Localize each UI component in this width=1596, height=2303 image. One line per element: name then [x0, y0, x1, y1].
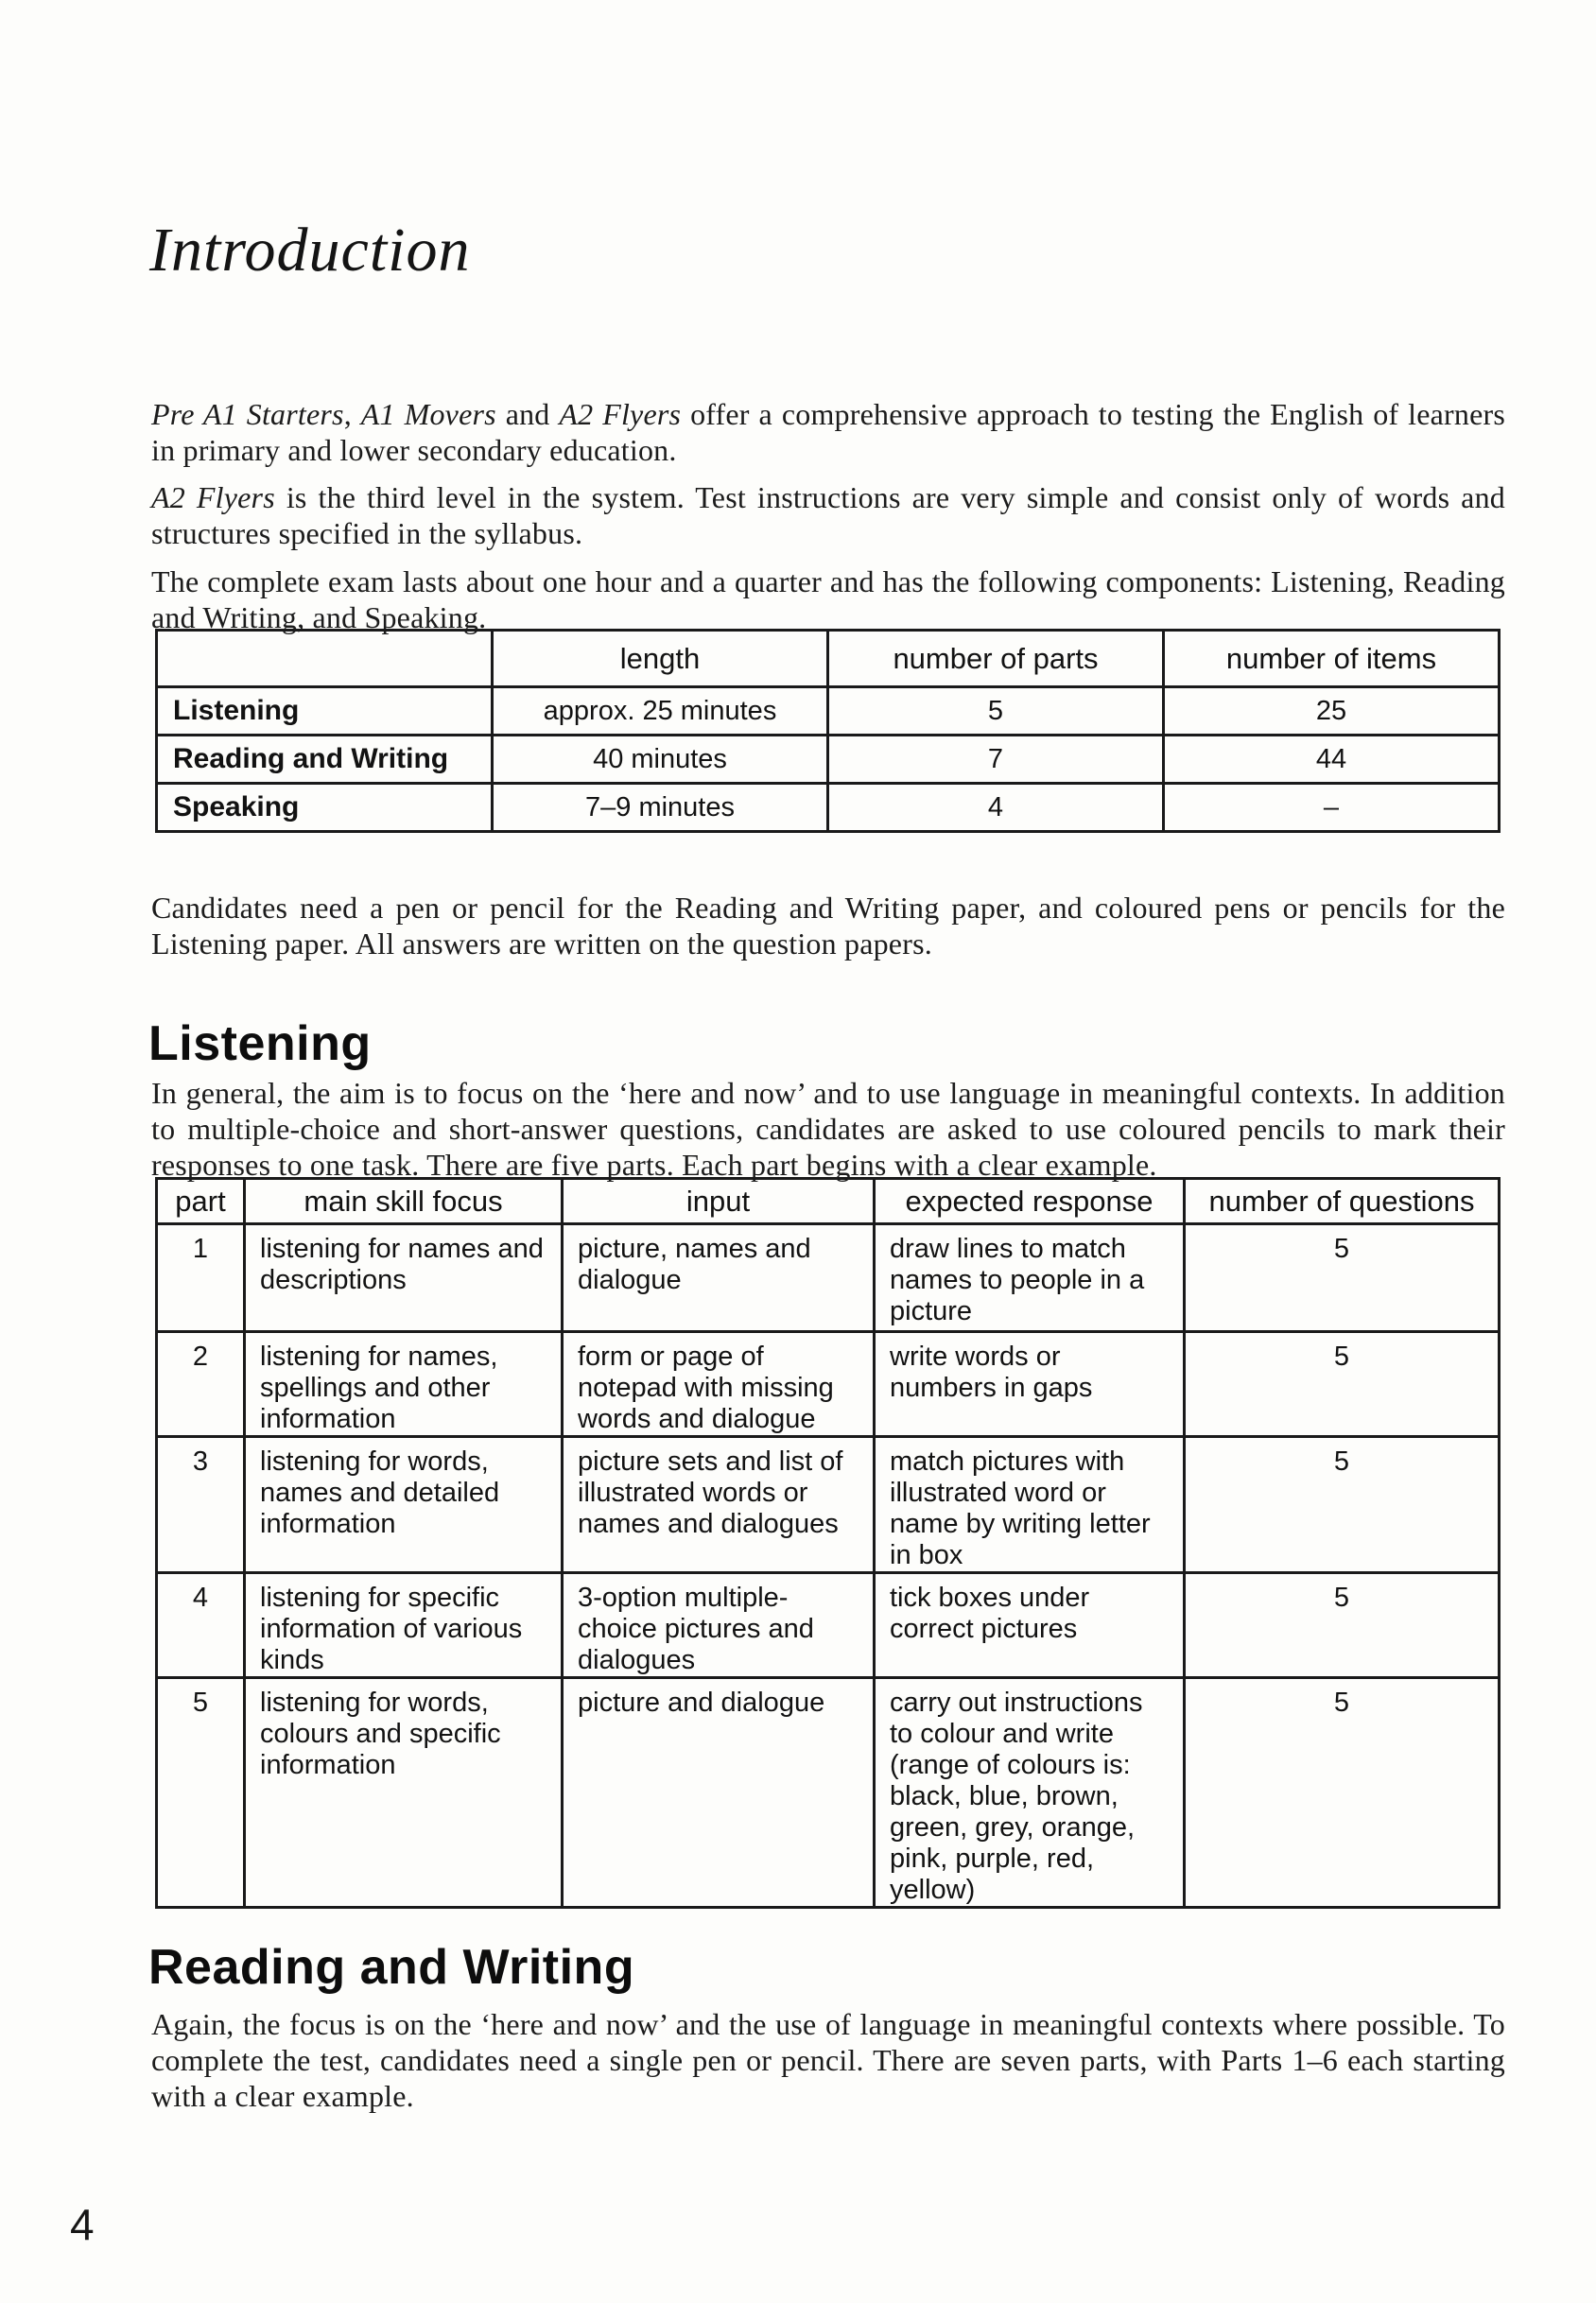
input-cell: picture sets and list of illustrated words or names and dialogues	[563, 1437, 875, 1573]
part-cell: 5	[157, 1678, 245, 1908]
row-label-cell: Speaking	[157, 784, 493, 832]
items-cell: 25	[1164, 687, 1500, 736]
table-row-part-4	[157, 1573, 1500, 1678]
materials-paragraph: Candidates need a pen or pencil for the Reading and Writing paper, and coloured pens or pencils for the Listening paper. All answers are written on the question papers.	[151, 891, 1505, 961]
italic-run: A2 Flyers	[151, 480, 275, 514]
table-row-part-3	[157, 1437, 1500, 1573]
skill-cell: listening for names, spellings and other information	[245, 1332, 563, 1437]
parts-cell: 5	[828, 687, 1164, 736]
parts-cell: 7	[828, 736, 1164, 784]
header-cell-part: part	[157, 1179, 245, 1224]
italic-run: A2 Flyers	[559, 397, 682, 431]
italic-run: Pre A1 Starters	[151, 397, 344, 431]
table-row-part-1	[157, 1224, 1500, 1332]
header-cell-empty	[157, 631, 493, 687]
header-cell-parts: number of parts	[828, 631, 1164, 687]
table-row	[157, 784, 1500, 832]
listening-heading: Listening	[148, 1016, 372, 1072]
response-cell: draw lines to match names to people in a picture	[875, 1224, 1185, 1332]
text-run: is the third level in the system. Test instructions are very simple and consist only of words and structures specified in the syllabus.	[151, 480, 1505, 550]
part-cell: 1	[157, 1224, 245, 1332]
text-run: ,	[343, 397, 361, 431]
part-cell: 4	[157, 1573, 245, 1678]
response-cell: carry out instructions to colour and write (range of colours is: black, blue, brown, green, grey, orange, pink, purple, red, yellow)	[875, 1678, 1185, 1908]
intro-paragraph-2	[151, 479, 1505, 551]
skill-cell: listening for specific information of various kinds	[245, 1573, 563, 1678]
parts-cell: 4	[828, 784, 1164, 832]
table-row	[157, 687, 1500, 736]
items-cell: 44	[1164, 736, 1500, 784]
response-cell: tick boxes under correct pictures	[875, 1573, 1185, 1678]
listening-intro-paragraph: In general, the aim is to focus on the ‘here and now’ and to use language in meaningful contexts. In addition to multiple-choice and short-answer questions, candidates are asked to use coloured pencils to mark their responses to one task. There are five parts. Each part begins with a clear example.	[151, 1076, 1505, 1182]
header-cell-skill: main skill focus	[245, 1179, 563, 1224]
table-row	[157, 736, 1500, 784]
questions-cell: 5	[1185, 1437, 1500, 1573]
response-cell: write words or numbers in gaps	[875, 1332, 1185, 1437]
input-cell: 3-option multiple-choice pictures and dialogues	[563, 1573, 875, 1678]
intro-paragraph-3: The complete exam lasts about one hour and a quarter and has the following components: Listening, Reading and Writing, and Speaking.	[151, 564, 1505, 634]
text-run: and	[495, 397, 560, 431]
listening-parts-table	[155, 1177, 1501, 1909]
row-label-cell: Listening	[157, 687, 493, 736]
intro-paragraph-1	[151, 396, 1505, 468]
exam-overview-table	[155, 629, 1501, 833]
table-row-part-2	[157, 1332, 1500, 1437]
input-cell: picture and dialogue	[563, 1678, 875, 1908]
table-row-part-5	[157, 1678, 1500, 1908]
length-cell: 7–9 minutes	[493, 784, 828, 832]
questions-cell: 5	[1185, 1573, 1500, 1678]
header-cell-items: number of items	[1164, 631, 1500, 687]
reading-writing-heading: Reading and Writing	[148, 1940, 635, 1996]
reading-writing-intro-paragraph: Again, the focus is on the ‘here and now’ and the use of language in meaningful contexts where possible. To complete the test, candidates need a single pen or pencil. There are seven parts, with Parts 1–6 each starting with a clear example.	[151, 2007, 1505, 2113]
part-cell: 3	[157, 1437, 245, 1573]
header-cell-input: input	[563, 1179, 875, 1224]
italic-run: A1 Movers	[360, 397, 496, 431]
text-run: offer a comprehensive approach to testing the English of learners in primary and lower secondary education.	[151, 397, 1506, 467]
table-header-row	[157, 1179, 1500, 1224]
items-cell: –	[1164, 784, 1500, 832]
questions-cell: 5	[1185, 1224, 1500, 1332]
length-cell: approx. 25 minutes	[493, 687, 828, 736]
header-cell-questions: number of questions	[1185, 1179, 1500, 1224]
skill-cell: listening for names and descriptions	[245, 1224, 563, 1332]
header-cell-length: length	[493, 631, 828, 687]
input-cell: picture, names and dialogue	[563, 1224, 875, 1332]
page-title: Introduction	[149, 216, 471, 286]
length-cell: 40 minutes	[493, 736, 828, 784]
input-cell: form or page of notepad with missing words and dialogue	[563, 1332, 875, 1437]
skill-cell: listening for words, names and detailed information	[245, 1437, 563, 1573]
table-header-row	[157, 631, 1500, 687]
skill-cell: listening for words, colours and specific information	[245, 1678, 563, 1908]
response-cell: match pictures with illustrated word or name by writing letter in box	[875, 1437, 1185, 1573]
questions-cell: 5	[1185, 1332, 1500, 1437]
part-cell: 2	[157, 1332, 245, 1437]
questions-cell: 5	[1185, 1678, 1500, 1908]
header-cell-response: expected response	[875, 1179, 1185, 1224]
row-label-cell: Reading and Writing	[157, 736, 493, 784]
page-number: 4	[70, 2200, 95, 2249]
